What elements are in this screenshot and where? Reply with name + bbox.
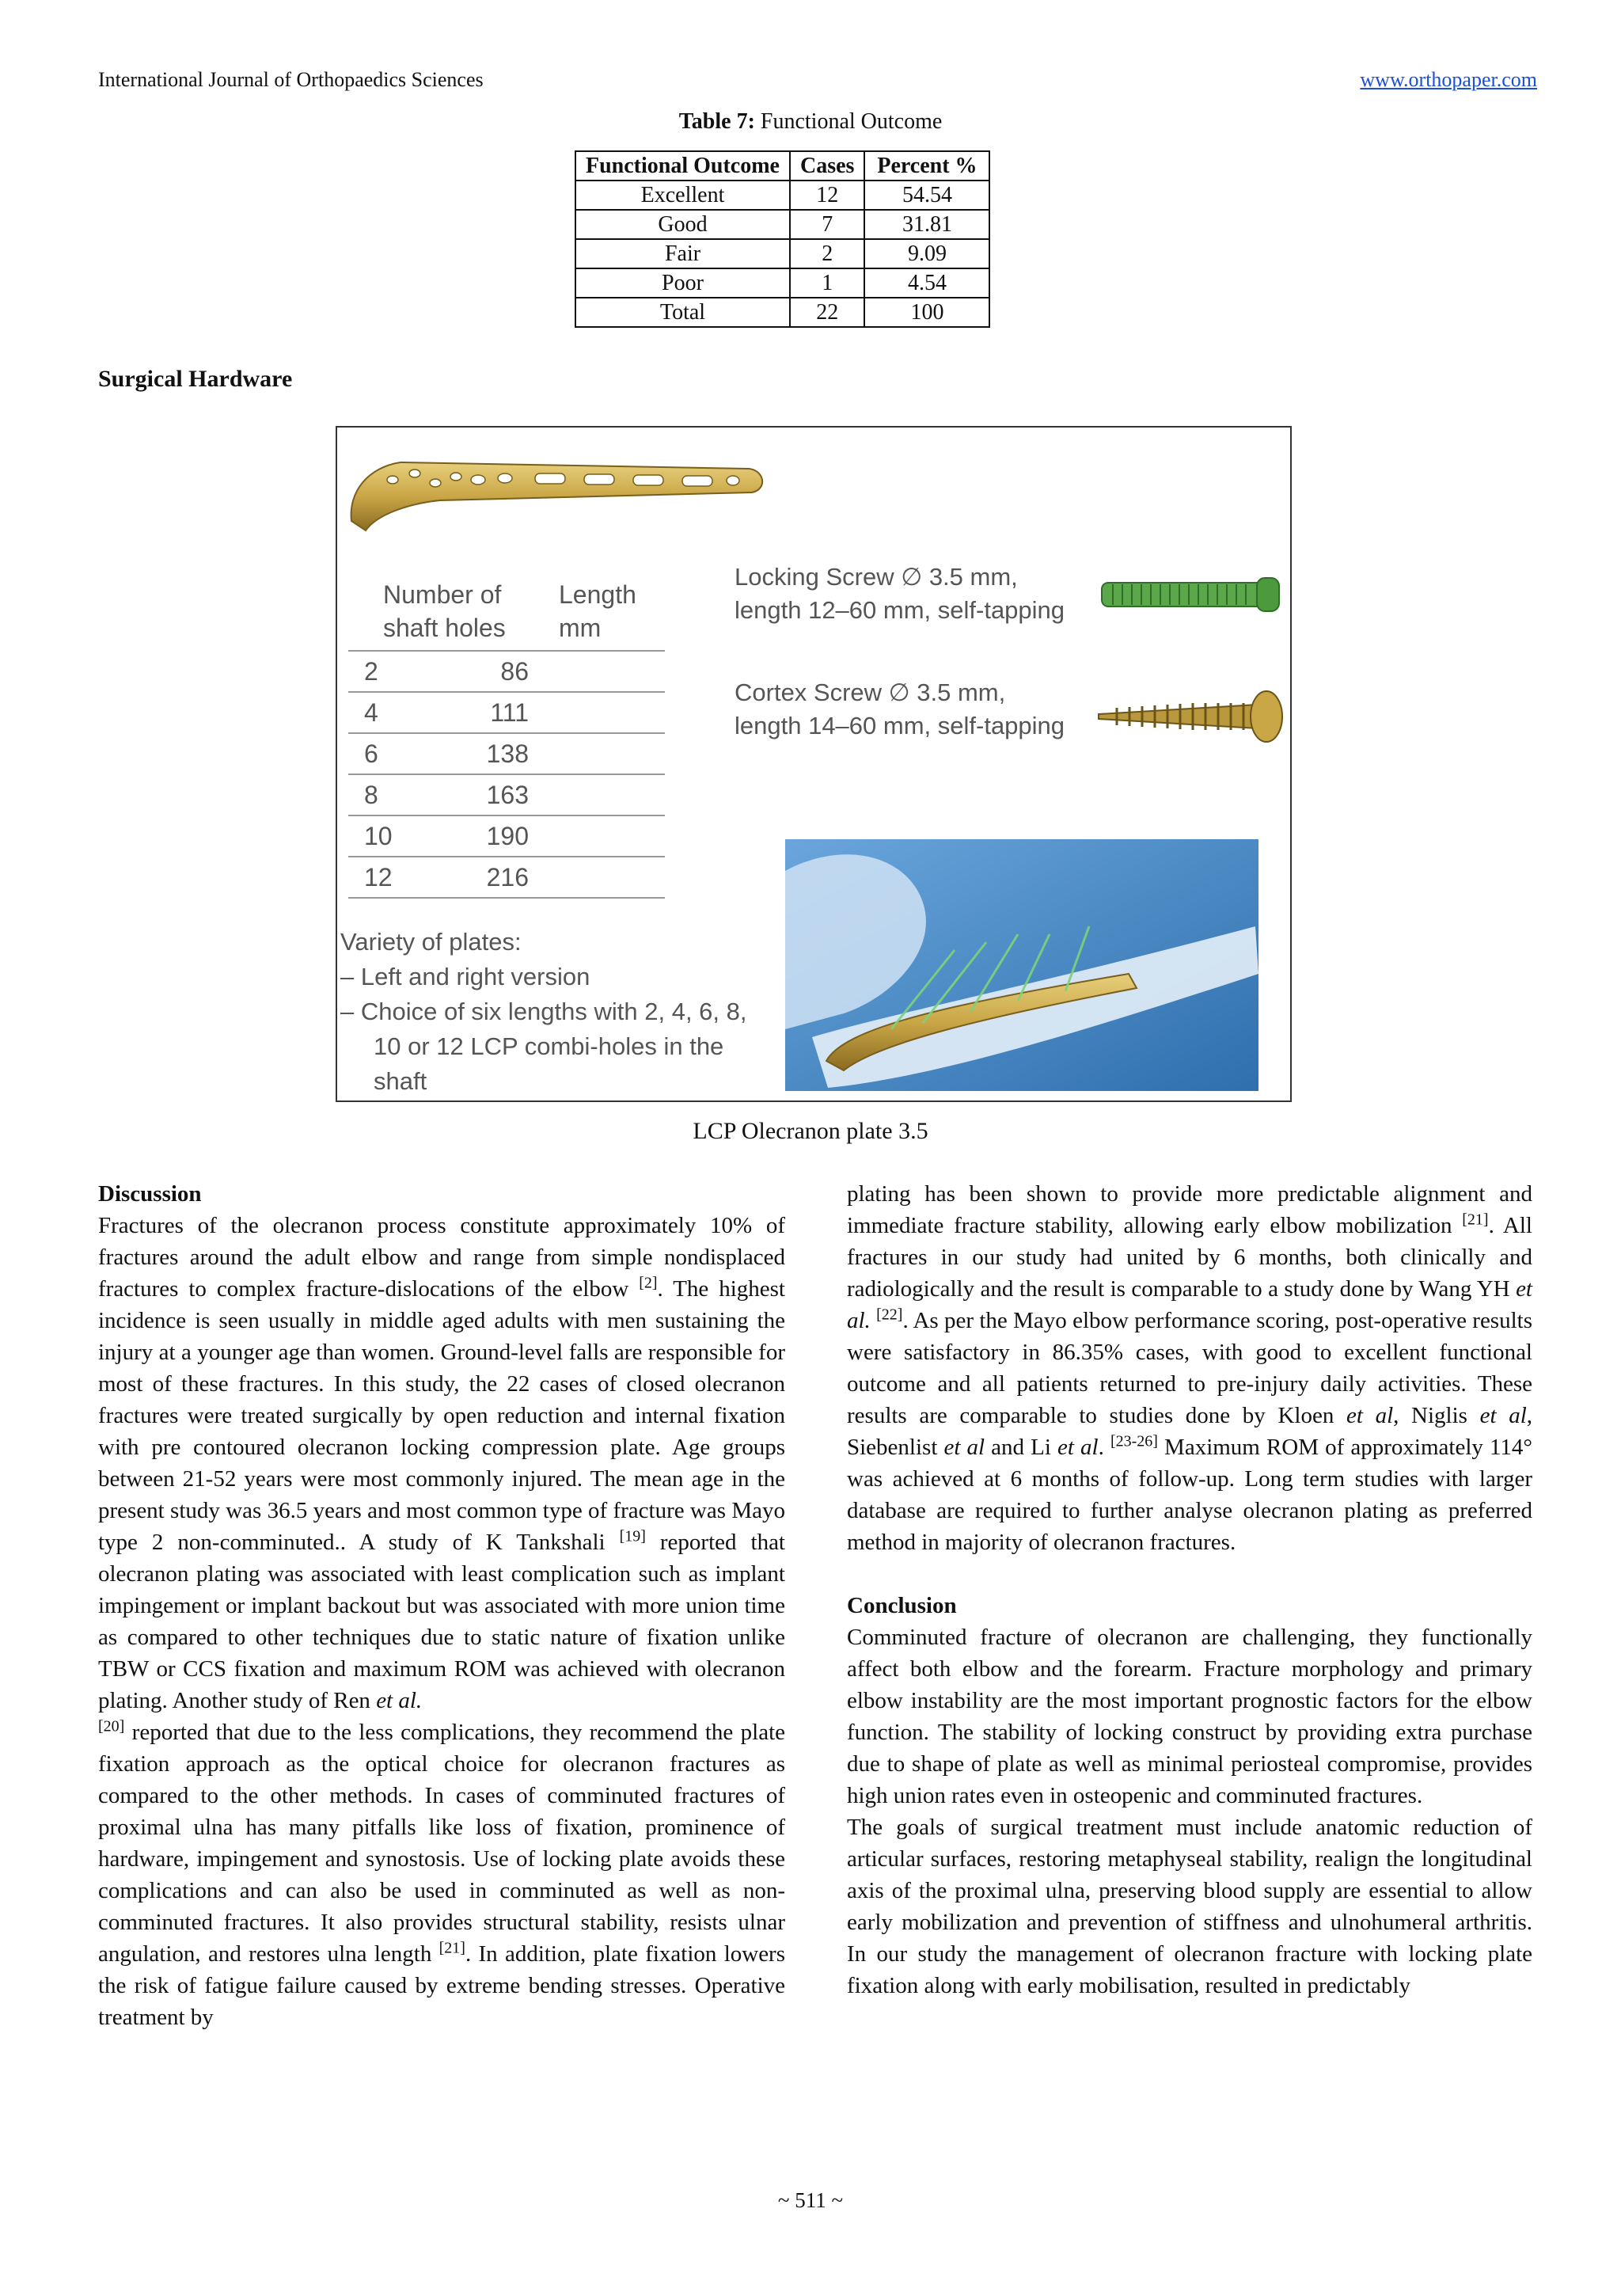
table-header-cell: Percent % — [864, 151, 989, 181]
conclusion-paragraph-2: The goals of surgical treatment must include anatomic reduction of articular surfaces, restoring metaphyseal stability, realign the longitudinal axis of the proximal ulna, preserving blood supply are essential to allow early mobilization and prevention of stiffness and ulnohumeral arthritis. In our study the management of olecranon fracture with locking plate fixation along with early mobilisation, resulted in predictably — [847, 1815, 1532, 1998]
figure-cell: 138 — [486, 739, 529, 768]
left-column — [98, 1178, 785, 2033]
variety-item-cont: shaft — [374, 1067, 427, 1095]
table-cell: 1 — [790, 268, 864, 298]
discussion-paragraph — [98, 1210, 785, 2033]
figure-cell: 111 — [490, 698, 529, 727]
text-run: Fractures of the olecranon process constitute approximately 10% of fractures around the adult elbow and range from simple nondisplaced fractures to complex fracture-dislocations of the elbow — [98, 1213, 785, 1302]
table-cell: 2 — [790, 239, 864, 268]
figure-cell: 10 — [364, 822, 393, 850]
figure-cell: 12 — [364, 863, 393, 891]
lcp-olecranon-plate-figure — [336, 426, 1292, 1102]
table-header-row — [575, 151, 989, 181]
table-caption — [0, 109, 1621, 135]
variety-item: – Choice of six lengths with 2, 4, 6, 8, — [340, 998, 747, 1025]
citation: [20] — [98, 1717, 125, 1735]
table-cell: 7 — [790, 210, 864, 239]
variety-title: Variety of plates: — [340, 928, 522, 956]
locking-screw-label — [735, 561, 1065, 627]
figure-cell: 8 — [364, 781, 378, 809]
text-run: . All fractures in our study had united by 6 months, both clinically and radiologically and the result is comparable to a study done by Wang YH — [847, 1213, 1532, 1302]
citation: [22] — [876, 1306, 903, 1324]
figure-header-line: shaft holes — [383, 614, 506, 642]
table-cell: 9.09 — [864, 239, 989, 268]
figure-cell: 86 — [500, 657, 529, 686]
variety-item: – Left and right version — [340, 963, 590, 990]
cortex-screw-label — [735, 676, 1065, 743]
table-cell: 12 — [790, 181, 864, 210]
table-cell: Poor — [575, 268, 790, 298]
table-cell: 31.81 — [864, 210, 989, 239]
citation: [2] — [639, 1274, 658, 1292]
figure-label-line: length 12–60 mm, self-tapping — [735, 596, 1065, 624]
variety-item-cont: 10 or 12 LCP combi-holes in the — [374, 1032, 724, 1060]
table-cell: Total — [575, 298, 790, 327]
functional-outcome-table — [575, 150, 990, 328]
citation: [21] — [438, 1939, 465, 1957]
text-run: , Siebenlist — [847, 1403, 1533, 1460]
figure-header-line: Length — [559, 580, 636, 609]
table-cell: Good — [575, 210, 790, 239]
et-al: et al — [1057, 1435, 1099, 1460]
table-row — [575, 239, 989, 268]
figure-cell: 2 — [364, 657, 378, 686]
et-al: et al. — [847, 1276, 1532, 1333]
figure-cell: 6 — [364, 739, 378, 768]
journal-url-link[interactable]: www.orthopaper.com — [1360, 68, 1537, 91]
table-row — [575, 210, 989, 239]
olecranon-plate-image — [351, 462, 763, 530]
figure-caption: LCP Olecranon plate 3.5 — [693, 1118, 928, 1144]
text-run: , Niglis — [1393, 1403, 1480, 1428]
citation: [21] — [1462, 1211, 1489, 1229]
text-run: plating has been shown to provide more predictable alignment and immediate fracture stability, allowing early elbow mobilization — [847, 1181, 1532, 1238]
text-run: reported that olecranon plating was associated with least complication such as implant impingement or implant backout but was associated with more union time as compared to other techniques due to static nature of fixation unlike TBW or CCS fixation and maximum ROM was achieved with olecranon plating. Another study of Ren — [98, 1530, 785, 1713]
page-number: ~ 511 ~ — [777, 2188, 844, 2212]
locking-screw-image — [1102, 578, 1279, 611]
cortex-screw-image — [1099, 691, 1282, 742]
elbow-xray-illustration — [785, 839, 1258, 1091]
figure-header-line: mm — [559, 614, 602, 642]
figure-col-header-length — [559, 578, 636, 644]
figure-header-line: Number of — [383, 580, 502, 609]
table-row — [575, 298, 989, 327]
figure-cell: 4 — [364, 698, 378, 727]
section-heading-conclusion: Conclusion — [847, 1593, 957, 1618]
table-cell: 22 — [790, 298, 864, 327]
figure-cell: 190 — [486, 822, 529, 850]
table-header-cell: Cases — [790, 151, 864, 181]
table-row — [575, 181, 989, 210]
figure-label-line: length 14–60 mm, self-tapping — [735, 712, 1065, 739]
figure-col-header-holes — [383, 578, 506, 644]
figure-label-line: Locking Screw ∅ 3.5 mm, — [735, 563, 1018, 591]
table-cell: Fair — [575, 239, 790, 268]
et-al: et al — [1479, 1403, 1527, 1428]
table-cell: 100 — [864, 298, 989, 327]
figure-label-line: Cortex Screw ∅ 3.5 mm, — [735, 679, 1006, 706]
table-cell: 54.54 — [864, 181, 989, 210]
citation: [19] — [619, 1527, 646, 1545]
text-run: . In addition, plate fixation lowers the risk of fatigue failure caused by extreme bending stresses. Operative treatment by — [98, 1941, 786, 2030]
text-run: Maximum ROM of approximately 114° was achieved at 6 months of follow-up. Long term studies with larger database are required to further analyse olecranon plating as preferred method in majority of olecranon fractures. — [847, 1435, 1532, 1555]
journal-name: International Journal of Orthopaedics Sciences — [98, 68, 484, 91]
variety-of-plates-list — [340, 925, 747, 1099]
text-run: . As per the Mayo elbow performance scoring, post-operative results were satisfactory in 86.35% cases, with good to excellent functional outcome and all patients returned to pre-injury daily activities. These results are comparable to studies done by Kloen — [847, 1308, 1532, 1428]
table-caption-label: Table 7: — [678, 109, 755, 134]
figure-table-lines — [348, 651, 665, 898]
et-al: et al — [1346, 1403, 1394, 1428]
citation: [23-26] — [1110, 1432, 1158, 1450]
text-run: . — [1098, 1435, 1110, 1460]
text-run: and Li — [985, 1435, 1058, 1460]
figure-cell: 163 — [486, 781, 529, 809]
figure-cell: 216 — [486, 863, 529, 891]
right-column — [847, 1178, 1532, 2001]
section-heading-surgical-hardware: Surgical Hardware — [98, 366, 293, 392]
discussion-paragraph-continued — [847, 1178, 1532, 1558]
et-al: et al. — [376, 1688, 423, 1713]
table-cell: Excellent — [575, 181, 790, 210]
table-cell: 4.54 — [864, 268, 989, 298]
section-heading-discussion: Discussion — [98, 1181, 202, 1207]
table-row — [575, 268, 989, 298]
et-al: et al — [943, 1435, 985, 1460]
conclusion-paragraph-1: Comminuted fracture of olecranon are challenging, they functionally affect both elbow and the forearm. Fracture morphology and primary elbow instability are the most important prognostic factors for the elbow function. The stability of locking construct by providing extra purchase due to shape of plate as well as minimal periosteal compromise, provides high union rates even in osteopenic and comminuted fractures. — [847, 1625, 1532, 1808]
table-header-cell: Functional Outcome — [575, 151, 790, 181]
text-run: reported that due to the less complications, they recommend the plate fixation approach as the optical choice for olecranon fractures as compared to the other methods. In cases of comminuted fractures of proximal ulna has many pitfalls like loss of fixation, prominence of hardware, impingement and synostosis. Use of locking plate avoids these complications and can also be used in comminuted as well as non-comminuted fractures. It also provides structural stability, resists ulnar angulation, and restores ulna length — [98, 1720, 785, 1967]
table-caption-text: Functional Outcome — [754, 109, 943, 134]
text-run: . The highest incidence is seen usually in middle aged adults with men sustaining the injury at a younger age than women. Ground-level falls are responsible for most of these fractures. In this study, the 22 cases of closed olecranon fractures were treated surgically by open reduction and internal fixation with pre contoured olecranon locking compression plate. Age groups between 21-52 years were most commonly injured. The mean age in the present study was 36.5 years and most common type of fracture was Mayo type 2 non-comminuted.. A study of K Tankshali — [98, 1276, 785, 1555]
